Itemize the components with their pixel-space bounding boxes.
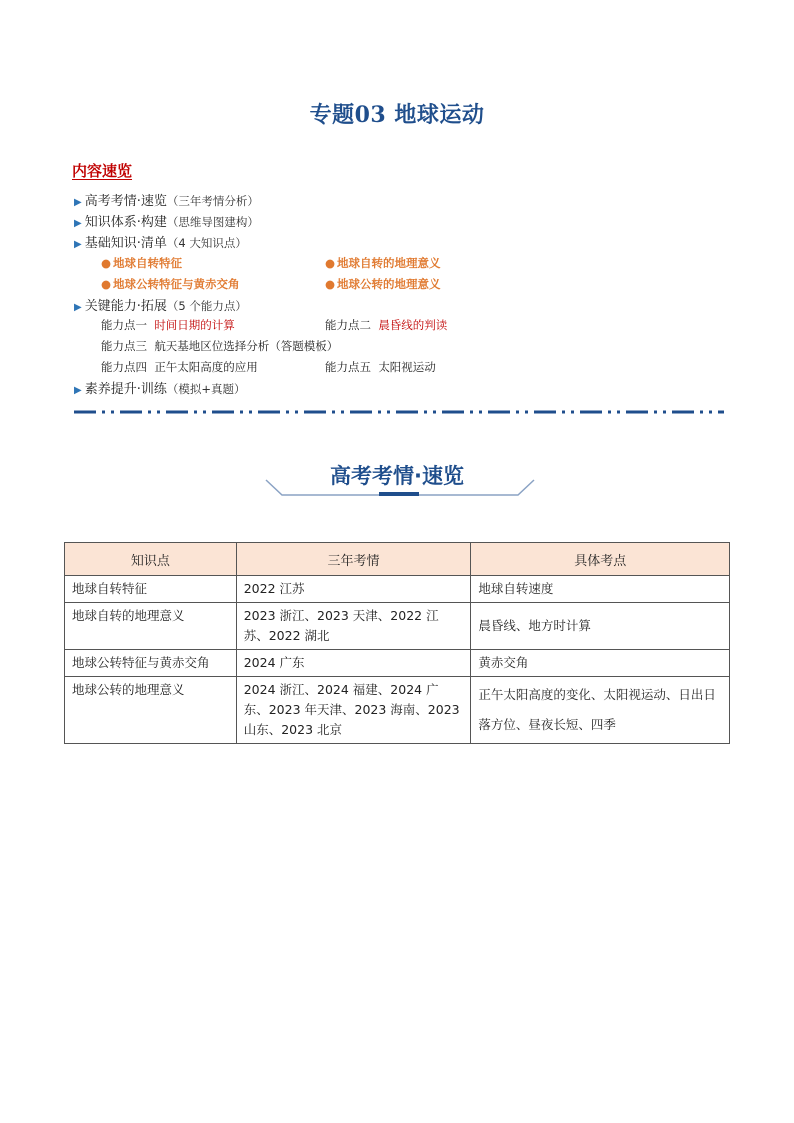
bullet-dot-icon: ● <box>325 256 336 270</box>
ability-point: 能力点一 时间日期的计算 <box>101 318 235 332</box>
knowledge-cell: 地球自转特征 <box>65 576 237 603</box>
years-cell: 2023 浙江、2023 天津、2022 江苏、2022 湖北 <box>236 603 471 650</box>
table-row <box>65 603 730 650</box>
bullet-dot-icon: ● <box>101 256 112 270</box>
table-row <box>65 576 730 603</box>
toc-item-5: ▶ 素养提升·训练（模拟+真题） <box>74 382 246 397</box>
toc-item-1: ▶ 高考考情·速览（三年考情分析） <box>74 194 259 209</box>
column-header: 知识点 <box>65 543 237 576</box>
table-header-row <box>65 543 730 576</box>
knowledge-point: ● 地球公转的地理意义 <box>325 277 441 291</box>
knowledge-cell: 地球公转特征与黄赤交角 <box>65 650 237 677</box>
bullet-dot-icon: ● <box>325 277 336 291</box>
section-banner-title: 高考考情·速览 <box>330 464 464 488</box>
ability-point: 能力点四 正午太阳高度的应用 <box>101 360 258 374</box>
bullet-dot-icon: ● <box>101 277 112 291</box>
page-title: 专题03 地球运动 <box>309 102 485 128</box>
table-row <box>65 650 730 677</box>
ability-point: 能力点二 晨昏线的判读 <box>325 318 448 332</box>
knowledge-point: ● 地球自转特征 <box>101 256 183 270</box>
years-cell: 2022 江苏 <box>236 576 471 603</box>
table-row <box>65 677 730 744</box>
knowledge-point: ● 地球公转特征与黄赤交角 <box>101 277 240 291</box>
toc-heading: 内容速览 <box>72 162 133 180</box>
knowledge-cell: 地球自转的地理意义 <box>65 603 237 650</box>
triangle-right-icon: ▶ <box>74 197 82 208</box>
knowledge-point: ● 地球自转的地理意义 <box>325 256 441 270</box>
toc-item-2: ▶ 知识体系·构建（思维导图建构） <box>74 215 259 230</box>
ability-point: 能力点三 航天基地区位选择分析（答题模板） <box>101 339 339 353</box>
exam-point-cell: 地球自转速度 <box>471 576 730 603</box>
ability-point: 能力点五 太阳视运动 <box>325 360 436 374</box>
years-cell: 2024 广东 <box>236 650 471 677</box>
years-cell: 2024 浙江、2024 福建、2024 广东、2023 年天津、2023 海南、2023 山东、2023 北京 <box>236 677 471 744</box>
exam-info-table <box>64 542 730 744</box>
dash-dot-divider <box>74 409 724 415</box>
exam-point-cell: 黄赤交角 <box>471 650 730 677</box>
triangle-right-icon: ▶ <box>74 385 82 396</box>
exam-point-cell: 晨昏线、地方时计算 <box>471 603 730 650</box>
toc-item-4: ▶ 关键能力·拓展（5 个能力点） <box>74 299 247 314</box>
toc-item-3: ▶ 基础知识·清单（4 大知识点） <box>74 236 247 251</box>
column-header: 具体考点 <box>471 543 730 576</box>
triangle-right-icon: ▶ <box>74 218 82 229</box>
column-header: 三年考情 <box>236 543 471 576</box>
triangle-right-icon: ▶ <box>74 302 82 313</box>
exam-point-cell: 正午太阳高度的变化、太阳视运动、日出日落方位、昼夜长短、四季 <box>471 677 730 744</box>
triangle-right-icon: ▶ <box>74 239 82 250</box>
knowledge-cell: 地球公转的地理意义 <box>65 677 237 744</box>
